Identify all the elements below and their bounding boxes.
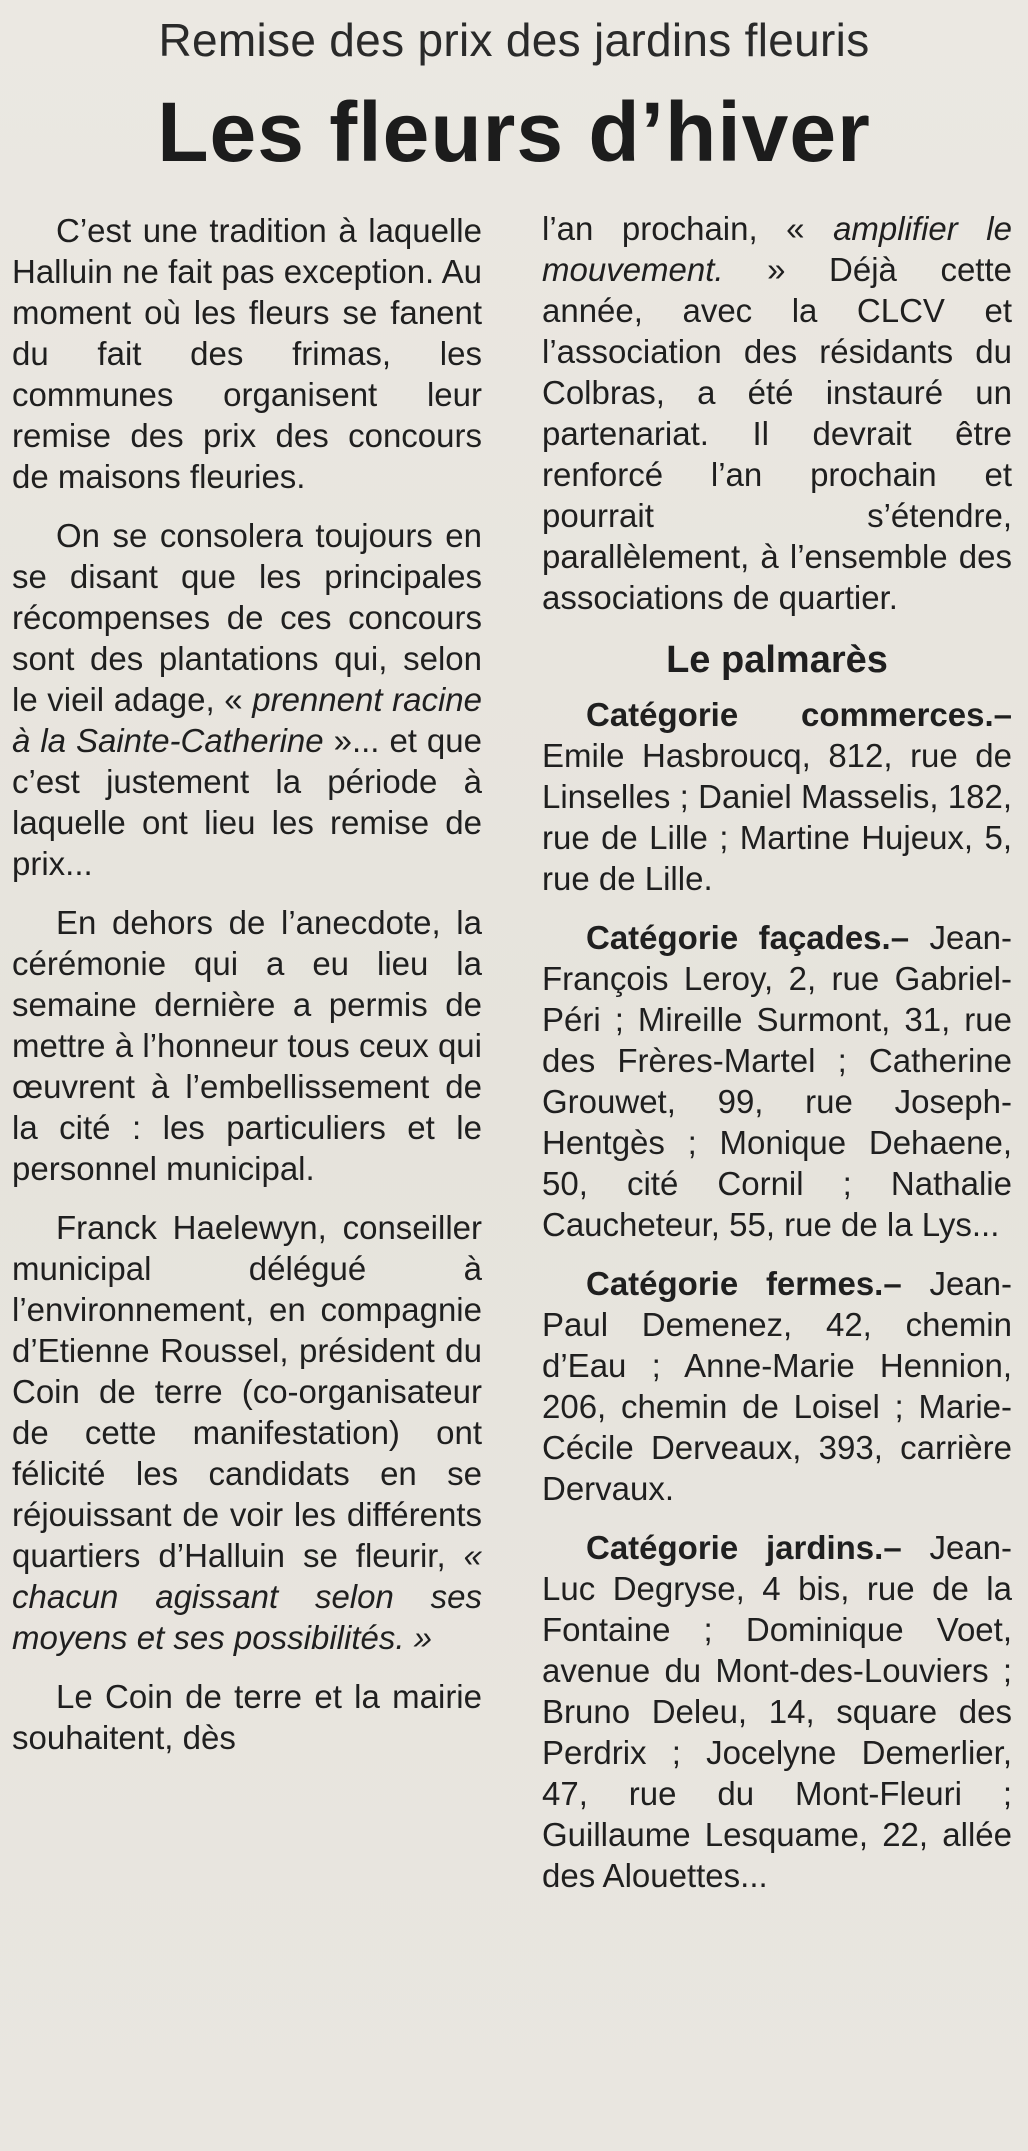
category-commerces [542, 694, 1012, 899]
officials-text: Franck Haelewyn, conseiller municipal délégué à l’environnement, en compagnie d’Etienne Roussel, président du Coin de terre (co-organisateur de cette manifestation) ont félicité les candidats en se réjouissant de voir les différents quartiers d’Halluin se fleurir, [12, 1209, 482, 1574]
partners-text-before: l’an prochain, « [542, 210, 834, 247]
left-column [12, 210, 482, 1776]
paragraph-partners-continued [542, 208, 1012, 618]
category-fermes [542, 1263, 1012, 1509]
category-facades [542, 917, 1012, 1245]
category-winners: Jean-Luc Degryse, 4 bis, rue de la Fontaine ; Dominique Voet, avenue du Mont-des-Louviers ; Bruno Deleu, 14, square des Perdrix ; Jocelyne Demerlier, 47, rue du Mont-Fleuri ; Guillaume Lesquame, 22, allée des Alouettes... [542, 1529, 1012, 1894]
palmares-heading: Le palmarès [666, 639, 888, 681]
adage-text-before: On se consolera toujours en se disant que les principales récompenses de ces concours sont des plantations qui, selon le vieil adage, « [12, 517, 482, 718]
paragraph-ceremony: En dehors de l’anecdote, la cérémonie qui a eu lieu la semaine dernière a permis de mettre à l’honneur tous ceux qui œuvrent à l’embellissement de la cité : les particuliers et le personnel municipal. [12, 904, 482, 1187]
category-name: Catégorie fermes.– [586, 1265, 902, 1302]
officials-quote: « chacun agissant selon ses moyens et ses possibilités. » [12, 1537, 482, 1656]
adage-text-after: »... et que c’est justement la période à laquelle ont lieu les remise de prix... [12, 722, 482, 882]
paragraph-tradition: C’est une tradition à laquelle Halluin ne fait pas exception. Au moment où les fleurs se fanent du fait des frimas, les communes organisent leur remise des prix des concours de maisons fleuries. [12, 212, 482, 495]
paragraph-partners-start: Le Coin de terre et la mairie souhaitent, dès [12, 1678, 482, 1756]
right-column [542, 208, 1012, 1914]
partners-quote: amplifier le mouvement. [542, 210, 1012, 288]
partners-text-after: » Déjà cette année, avec la CLCV et l’association des résidants du Colbras, a été instauré un partenariat. Il devrait être renforcé l’an prochain et pourrait s’étendre, parallèlement, à l’ensemble des associations de quartier. [542, 251, 1012, 616]
category-winners: Emile Hasbroucq, 812, rue de Linselles ; Daniel Masselis, 182, rue de Lille ; Martine Hujeux, 5, rue de Lille. [542, 737, 1012, 897]
article-headline: Les fleurs d’hiver [157, 85, 871, 179]
paragraph-officials [12, 1207, 482, 1658]
category-name: Catégorie façades.– [586, 919, 910, 956]
paragraph-adage [12, 515, 482, 884]
category-name: Catégorie commerces.– [586, 696, 1012, 733]
category-winners: Jean-François Leroy, 2, rue Gabriel-Péri ; Mireille Surmont, 31, rue des Frères-Martel ; Catherine Grouwet, 99, rue Joseph-Hentgès ; Monique Dehaene, 50, cité Cornil ; Nathalie Caucheteur, 55, rue de la Lys... [542, 919, 1012, 1243]
category-jardins [542, 1527, 1012, 1896]
adage-quote: prennent racine à la Sainte-Catherine [12, 681, 482, 759]
category-winners: Jean-Paul Demenez, 42, chemin d’Eau ; Anne-Marie Hennion, 206, chemin de Loisel ; Marie-Cécile Derveaux, 393, carrière Dervaux. [542, 1265, 1012, 1507]
article-kicker: Remise des prix des jardins fleuris [158, 14, 870, 66]
category-name: Catégorie jardins.– [586, 1529, 902, 1566]
